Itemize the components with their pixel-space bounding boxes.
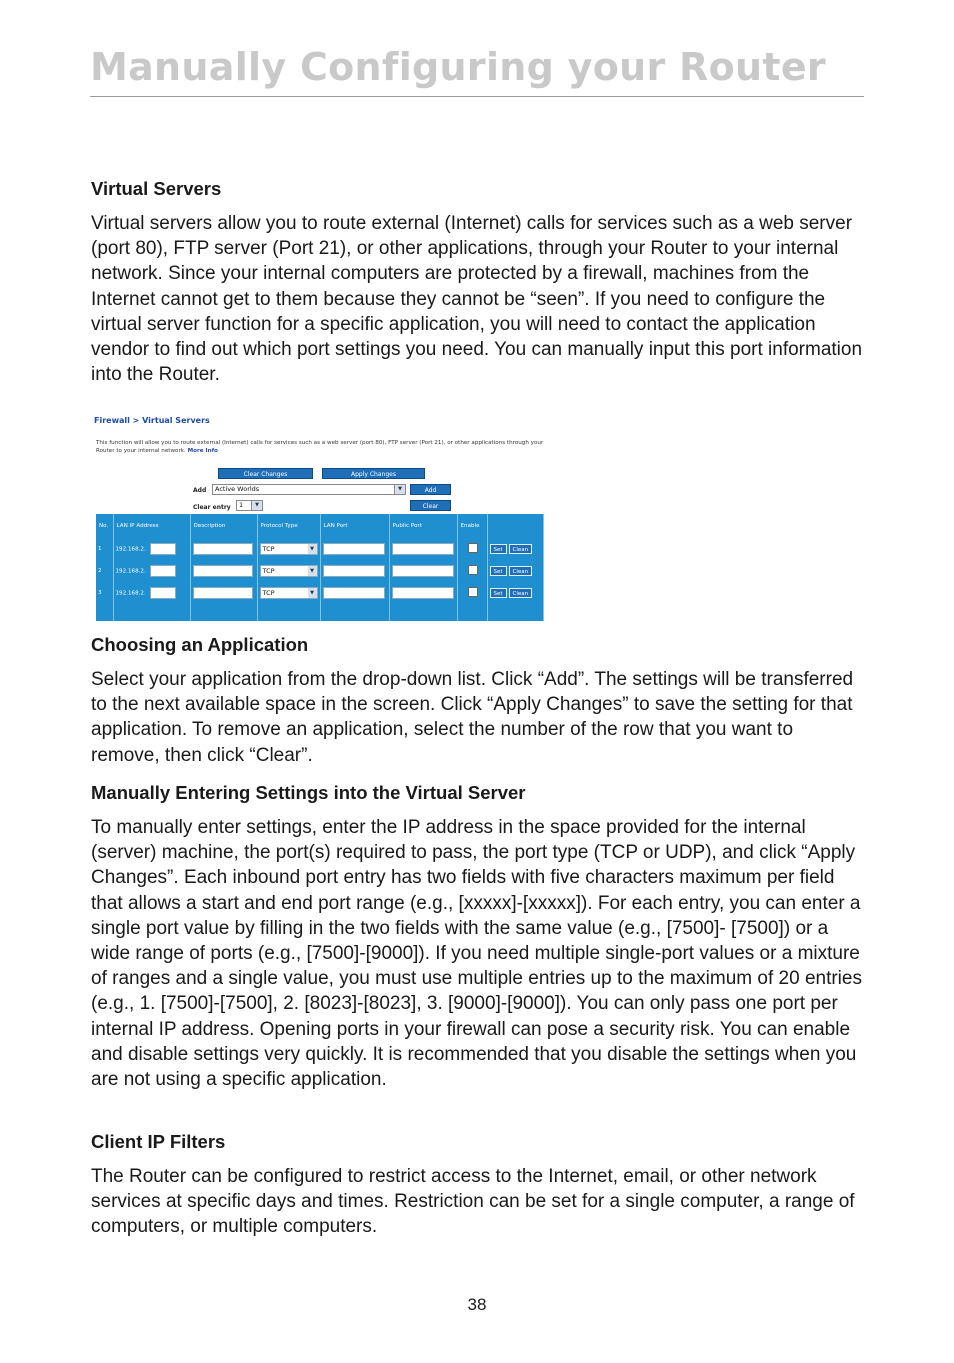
lan-port-input[interactable] [323,565,385,577]
chevron-down-icon: ▼ [308,544,317,554]
lan-ip-cell [113,538,190,560]
table-row [96,538,543,560]
column-header [487,514,543,538]
enable-cell [457,560,487,582]
chevron-down-icon: ▼ [394,485,405,494]
empty-cell [487,604,543,621]
chevron-down-icon: ▼ [308,566,317,576]
column-header: Protocol Type [257,514,320,538]
section-body: To manually enter settings, enter the IP address in the space provided for the internal (server) machine, the port(s) required to pass, the port type (TCP or UDP), and click “Apply Changes”. Each inbound port entry has two fields with five characters maximum per field that allows a start and end port range (e.g., [xxxxx]-[xxxxx]). For each entry, you can enter a single port value by filling in the two fields with the same value (e.g., [7500]- [7500]) or a wide range of ports (e.g., [7500]-[9000]). If you need multiple single-port values or a mixture of ranges and a single value, you must use multiple entries up to the maximum of 20 entries (e.g., 1. [7500]-[7500], 2. [8023]-[8023], 3. [9000]-[9000]). You can only pass one port per internal IP address. Opening ports in your firewall can pose a security risk. You can enable and disable settings very quickly. It is recommended that you disable the settings when you are not using a specific application. [91,817,862,1091]
enable-cell [457,538,487,560]
protocol-value: TCP [262,567,275,575]
protocol-cell [257,582,320,604]
lan-port-input[interactable] [323,543,385,555]
column-header: Description [190,514,257,538]
column-header: No. [96,514,113,538]
virtual-servers-table [96,514,544,621]
set-button[interactable]: Set [490,566,507,576]
section-body: Select your application from the drop-down list. Click “Add”. The settings will be transferred to the next available space in the screen. Click “Apply Changes” to save the setting for that application. To remove an application, select the number of the row that you want to remove, then click “Clear”. [91,669,854,766]
section-body: The Router can be configured to restrict access to the Internet, email, or other network services at specific days and times. Restriction can be set for a single computer, a range of computers, or multiple computers. [91,1166,855,1238]
column-header: Enable [457,514,487,538]
description-cell [190,538,257,560]
description-cell [190,560,257,582]
clear-button[interactable]: Clear [410,500,451,511]
description-input[interactable] [193,587,253,599]
clean-button[interactable]: Clean [509,566,533,576]
row-number: 2 [96,560,113,582]
enable-cell [457,582,487,604]
lan-port-cell [320,582,389,604]
section-virtual-servers [91,178,865,387]
section-client-ip-filters [91,1131,865,1240]
table-header-row [96,514,543,538]
application-select[interactable] [212,484,406,495]
page-number: 38 [467,1295,487,1314]
actions-cell [487,538,543,560]
clear-entry-value: 1 [239,501,244,509]
actions-cell [487,560,543,582]
column-header: LAN IP Address [113,514,190,538]
section-heading: Client IP Filters [91,1131,226,1152]
section-manual-entry [91,782,865,1092]
chevron-down-icon: ▼ [308,588,317,598]
empty-cell [457,604,487,621]
router-ui-screenshot [92,412,544,610]
clean-button[interactable]: Clean [509,544,533,554]
empty-cell [96,604,113,621]
clean-button[interactable]: Clean [509,588,533,598]
actions-cell [487,582,543,604]
empty-cell [389,604,457,621]
protocol-value: TCP [262,545,275,553]
public-port-cell [389,582,457,604]
public-port-cell [389,560,457,582]
lan-ip-input[interactable] [150,565,176,577]
enable-checkbox[interactable] [468,587,478,597]
description-cell [190,582,257,604]
empty-cell [113,604,190,621]
lan-ip-cell [113,560,190,582]
public-port-input[interactable] [392,565,454,577]
table-row [96,582,543,604]
page-title: Manually Configuring your Router [90,44,864,97]
function-description [96,439,544,455]
empty-cell [190,604,257,621]
breadcrumb[interactable]: Firewall > Virtual Servers [94,416,210,425]
protocol-select[interactable] [260,587,318,599]
lan-port-cell [320,538,389,560]
public-port-cell [389,538,457,560]
description-input[interactable] [193,565,253,577]
apply-changes-button[interactable]: Apply Changes [322,468,425,479]
table-row [96,560,543,582]
enable-checkbox[interactable] [468,565,478,575]
add-button[interactable]: Add [410,484,451,495]
protocol-value: TCP [262,589,275,597]
enable-checkbox[interactable] [468,543,478,553]
set-button[interactable]: Set [490,544,507,554]
row-number: 3 [96,582,113,604]
description-text: This function will allow you to route external (Internet) calls for services such as a web server (port 80), FTP server (Port 21), or other applications through your Router to your internal network. [96,440,544,454]
column-header: Public Port [389,514,457,538]
section-body: Virtual servers allow you to route external (Internet) calls for services such as a web server (port 80), FTP server (Port 21), or other applications, through your Router to your internal network. Since your internal computers are protected by a firewall, machines from the Internet cannot get to them because they cannot be “seen”. If you need to configure the virtual server function for a specific application, you will need to contact the application vendor to find out which port settings you need. You can manually input this port information into the Router. [91,213,863,386]
clear-entry-label: Clear entry [193,504,231,511]
protocol-select[interactable] [260,565,318,577]
section-heading: Choosing an Application [91,634,309,655]
lan-ip-input[interactable] [150,587,176,599]
empty-cell [257,604,320,621]
public-port-input[interactable] [392,587,454,599]
lan-ip-prefix: 192.168.2. [115,546,146,553]
protocol-cell [257,538,320,560]
set-button[interactable]: Set [490,588,507,598]
section-choosing-application [91,634,865,768]
lan-ip-prefix: 192.168.2. [115,590,146,597]
clear-changes-button[interactable]: Clear Changes [218,468,313,479]
application-select-value: Active Worlds [215,485,260,493]
table-row-partial [96,604,543,621]
section-heading: Virtual Servers [91,178,222,199]
empty-cell [320,604,389,621]
row-number: 1 [96,538,113,560]
chevron-down-icon: ▼ [251,501,262,510]
add-label: Add [193,487,207,494]
description-input[interactable] [193,543,253,555]
section-heading: Manually Entering Settings into the Virtual Server [91,782,526,803]
public-port-input[interactable] [392,543,454,555]
more-info-link[interactable]: More Info [187,448,218,454]
lan-ip-input[interactable] [150,543,176,555]
protocol-select[interactable] [260,543,318,555]
column-header: LAN Port [320,514,389,538]
lan-port-cell [320,560,389,582]
lan-ip-cell [113,582,190,604]
lan-ip-prefix: 192.168.2. [115,568,146,575]
lan-port-input[interactable] [323,587,385,599]
protocol-cell [257,560,320,582]
clear-entry-select[interactable] [236,500,263,511]
